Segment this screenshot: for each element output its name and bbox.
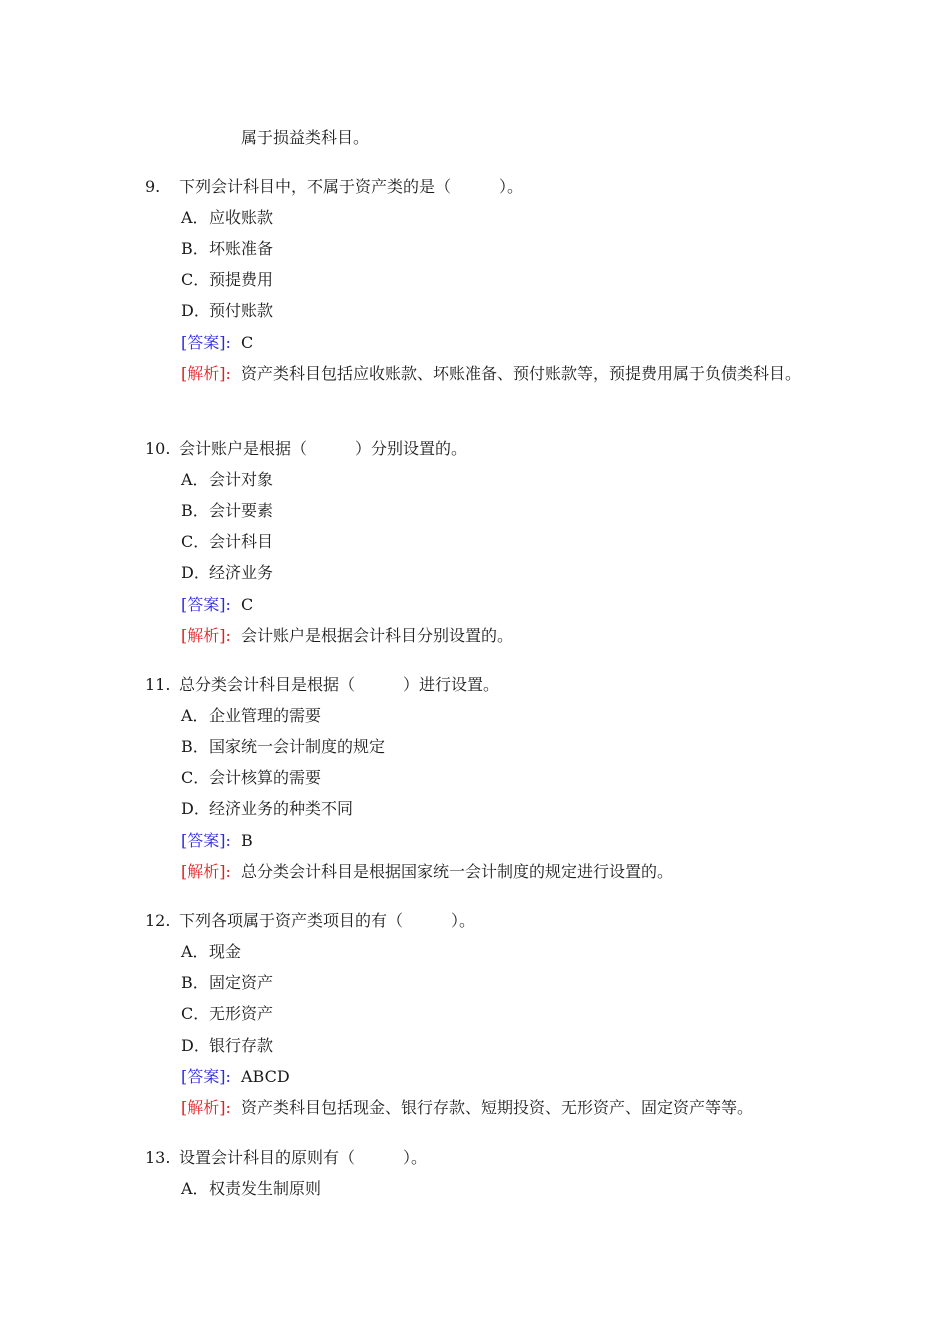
option-text: 权责发生制原则	[209, 1179, 322, 1198]
analysis-label: [解析]:	[181, 862, 231, 881]
continuation-text: 属于损益类科目。	[241, 128, 370, 147]
option-text: 会计对象	[209, 470, 274, 489]
option-letter: D．	[181, 799, 210, 818]
option-a	[181, 941, 241, 963]
option-b	[181, 736, 385, 758]
option-c	[181, 767, 321, 789]
option-text: 固定资产	[209, 973, 274, 992]
option-letter: D．	[181, 301, 210, 320]
option-letter: C．	[181, 532, 210, 551]
option-letter: A．	[181, 208, 209, 227]
analysis-label: [解析]:	[181, 364, 231, 383]
option-d	[181, 1035, 273, 1057]
option-d	[181, 300, 273, 322]
option-letter: C．	[181, 270, 210, 289]
option-a	[181, 705, 321, 727]
question-number: 13.	[145, 1148, 171, 1167]
option-c	[181, 531, 273, 553]
answer-label: [答案]:	[181, 831, 231, 850]
answer-label: [答案]:	[181, 333, 231, 352]
option-text: 经济业务的种类不同	[209, 799, 354, 818]
option-letter: A．	[181, 706, 209, 725]
option-text: 经济业务	[209, 563, 274, 582]
analysis-text: 总分类会计科目是根据国家统一会计制度的规定进行设置的。	[241, 862, 674, 881]
option-d	[181, 798, 353, 820]
analysis-label: [解析]:	[181, 1098, 231, 1117]
option-text: 国家统一会计制度的规定	[209, 737, 386, 756]
option-letter: B．	[181, 239, 209, 258]
option-letter: B．	[181, 737, 209, 756]
option-letter: D．	[181, 563, 210, 582]
option-text: 会计核算的需要	[209, 768, 322, 787]
option-b	[181, 238, 273, 260]
question-text: 设置会计科目的原则有（ ）。	[179, 1148, 428, 1167]
option-a	[181, 207, 273, 229]
analysis-text: 资产类科目包括现金、银行存款、短期投资、无形资产、固定资产等等。	[241, 1098, 754, 1117]
option-text: 会计科目	[209, 532, 274, 551]
answer-label: [答案]:	[181, 1067, 231, 1086]
option-a	[181, 469, 273, 491]
question-text: 总分类会计科目是根据（ ）进行设置。	[179, 675, 500, 694]
analysis-text: 会计账户是根据会计科目分别设置的。	[241, 626, 514, 645]
analysis-text: 资产类科目包括应收账款、坏账准备、预付账款等，预提费用属于负债类科目。	[241, 364, 802, 383]
option-letter: A．	[181, 470, 209, 489]
option-letter: D．	[181, 1036, 210, 1055]
option-d	[181, 562, 273, 584]
answer-label: [答案]:	[181, 595, 231, 614]
option-b	[181, 500, 273, 522]
option-c	[181, 269, 273, 291]
answer-value: B	[241, 831, 253, 850]
option-letter: C．	[181, 1004, 210, 1023]
option-c	[181, 1003, 273, 1025]
option-letter: A．	[181, 1179, 209, 1198]
question-text: 下列会计科目中，不属于资产类的是（ ）。	[179, 177, 524, 196]
option-text: 无形资产	[209, 1004, 274, 1023]
question-text: 会计账户是根据（ ）分别设置的。	[179, 439, 468, 458]
question-text: 下列各项属于资产类项目的有（ ）。	[179, 911, 476, 930]
option-text: 会计要素	[209, 501, 274, 520]
option-b	[181, 972, 273, 994]
option-text: 企业管理的需要	[209, 706, 322, 725]
question-number: 12.	[145, 911, 171, 930]
option-text: 坏账准备	[209, 239, 274, 258]
answer-value: C	[241, 333, 254, 352]
option-letter: C．	[181, 768, 210, 787]
question-number: 10.	[145, 439, 171, 458]
option-text: 预提费用	[209, 270, 274, 289]
option-text: 现金	[209, 942, 242, 961]
answer-value: C	[241, 595, 254, 614]
analysis-label: [解析]:	[181, 626, 231, 645]
answer-value: ABCD	[241, 1067, 290, 1086]
option-text: 银行存款	[209, 1036, 274, 1055]
option-a	[181, 1178, 321, 1200]
option-letter: B．	[181, 501, 209, 520]
option-text: 应收账款	[209, 208, 274, 227]
question-number: 9.	[145, 177, 161, 196]
question-number: 11.	[145, 675, 171, 694]
option-text: 预付账款	[209, 301, 274, 320]
option-letter: A．	[181, 942, 209, 961]
option-letter: B．	[181, 973, 209, 992]
